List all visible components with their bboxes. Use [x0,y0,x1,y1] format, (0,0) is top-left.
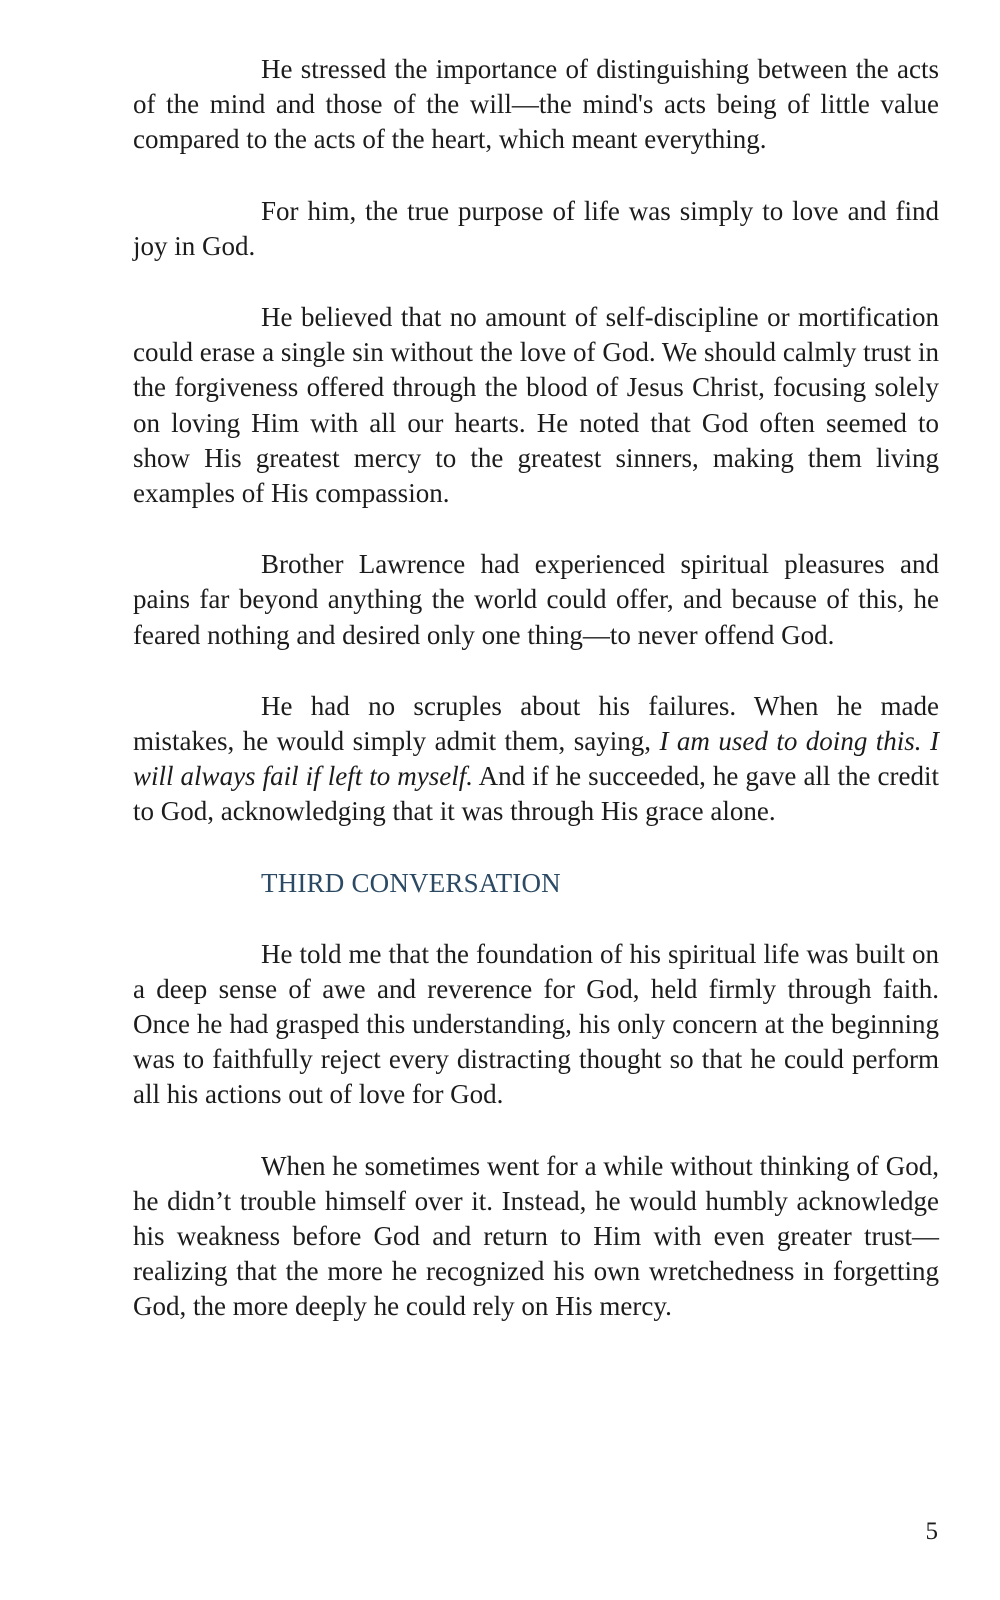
paragraph-humble-return: When he sometimes went for a while without thinking of God, he didn’t trouble himself over it. Instead, he would humbly acknowledge his weakness before God and return to Him with even greater trust—realizing that the more he recognized his own wretchedness in forgetting God, the more deeply he could rely on His mercy. [133,1150,939,1322]
paragraph-failures [133,689,939,830]
failures-italic-quote: I am used to doing this. I will always fail if left to myself. [133,726,939,792]
section-heading: THIRD CONVERSATION [261,867,561,898]
paragraph-love-of-god: He believed that no amount of self-discipline or mortification could erase a single sin without the love of God. We should calmly trust in the forgiveness offered through the blood of Jesus Christ, focusing solely on loving Him with all our hearts. He noted that God often seemed to show His greatest mercy to the greatest sinners, making them living examples of His compassion. [133,302,939,509]
paragraph-purpose-of-life: For him, the true purpose of life was simply to love and find joy in God. [133,195,939,261]
failures-text-after: And if he succeeded, he gave all the credit to God, acknowledging that it was through His grace alone. [133,761,939,827]
page-body [133,52,939,1361]
paragraph-foundation: He told me that the foundation of his spiritual life was built on a deep sense of awe and reverence for God, held firmly through faith. Once he had grasped this understanding, his only concern at the beginning was to faithfully reject every distracting thought so that he could perform all his actions out of love for God. [133,938,939,1110]
paragraph-mind-and-will: He stressed the importance of distinguishing between the acts of the mind and those of the will—the mind's acts being of little value compared to the acts of the heart, which meant everything. [133,54,939,155]
paragraph-spiritual-pleasures: Brother Lawrence had experienced spiritual pleasures and pains far beyond anything the world could offer, and because of this, he feared nothing and desired only one thing—to never offend God. [133,549,939,650]
failures-text-before: He had no scruples about his failures. When he made mistakes, he would simply admit them, saying, [133,690,939,757]
page-number: 5 [925,1518,938,1545]
